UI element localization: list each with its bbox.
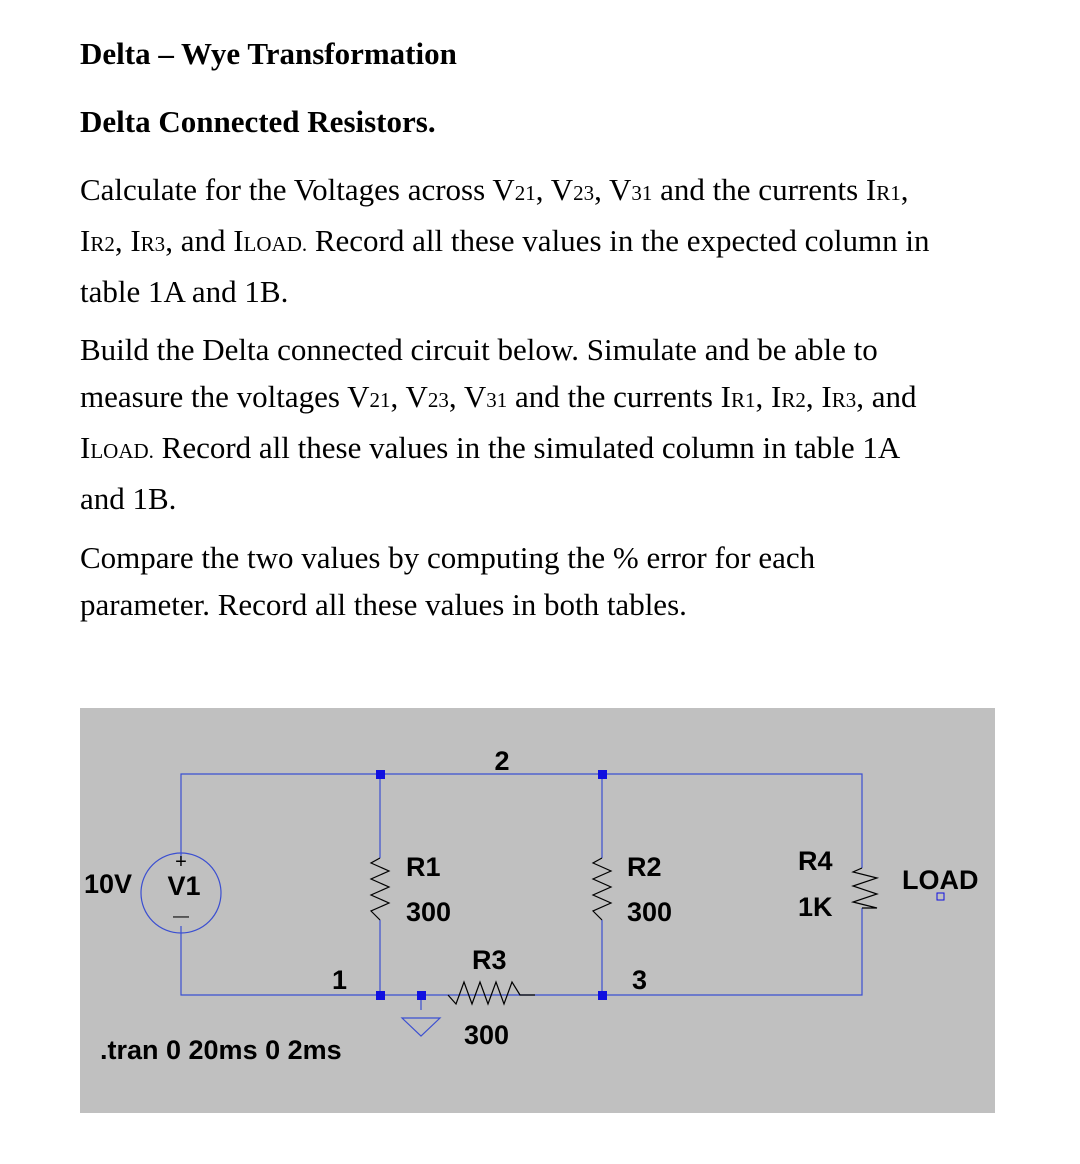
- r2-value-label: 300: [627, 897, 673, 927]
- paragraph-line: and 1B.: [80, 481, 177, 516]
- r1-zigzag: [371, 858, 389, 920]
- paragraph-build: [80, 326, 1000, 522]
- paragraph-line: IR2, IR3, and ILOAD. Record all these values in the expected column in: [80, 223, 930, 258]
- node-3-label: 3: [632, 965, 648, 995]
- minus-sign: —: [173, 908, 189, 925]
- r4-value-label: 1K: [798, 892, 833, 922]
- r4-zigzag: [853, 868, 877, 908]
- source-name-label: V1: [167, 871, 201, 901]
- node-2-label: 2: [494, 746, 510, 776]
- source-value-label: 10V: [84, 869, 133, 899]
- plus-sign: +: [175, 851, 187, 873]
- paragraph-calculate: [80, 166, 1000, 315]
- load-label: LOAD: [902, 865, 979, 895]
- ground-symbol: [402, 1018, 440, 1036]
- document-title: Delta – Wye Transformation: [80, 36, 457, 71]
- node-marker: [598, 991, 607, 1000]
- r1-value-label: 300: [406, 897, 452, 927]
- spice-directive: .tran 0 20ms 0 2ms: [100, 1035, 342, 1065]
- paragraph-line: Calculate for the Voltages across V21, V23, V31 and the currents IR1,: [80, 172, 909, 207]
- section-heading: Delta Connected Resistors.: [80, 104, 436, 139]
- paragraph-compare: [80, 534, 1000, 628]
- paragraph-line: Compare the two values by computing the % error for each: [80, 540, 816, 575]
- paragraph-line: ILOAD. Record all these values in the simulated column in table 1A: [80, 430, 901, 465]
- r2-zigzag: [593, 858, 611, 920]
- r2-name-label: R2: [627, 852, 662, 882]
- r3-name-label: R3: [472, 945, 507, 975]
- node-marker: [417, 991, 426, 1000]
- r3-zigzag: [448, 982, 535, 1004]
- resistor-zigzags: [371, 858, 877, 1004]
- node-marker: [376, 770, 385, 779]
- paragraph-line: parameter. Record all these values in both tables.: [80, 587, 687, 622]
- r3-value-label: 300: [464, 1020, 510, 1050]
- r1-name-label: R1: [406, 852, 441, 882]
- node-1-label: 1: [332, 965, 348, 995]
- bottom-wire: [181, 908, 862, 995]
- paragraph-line: Build the Delta connected circuit below. Simulate and be able to: [80, 332, 878, 367]
- top-wire: [181, 774, 862, 868]
- paragraph-line: measure the voltages V21, V23, V31 and the currents IR1, IR2, IR3, and: [80, 379, 917, 414]
- node-marker: [598, 770, 607, 779]
- r4-name-label: R4: [798, 846, 833, 876]
- circuit-schematic: [80, 708, 995, 1113]
- paragraph-line: table 1A and 1B.: [80, 274, 289, 309]
- node-marker: [376, 991, 385, 1000]
- circuit-diagram: [80, 708, 995, 1113]
